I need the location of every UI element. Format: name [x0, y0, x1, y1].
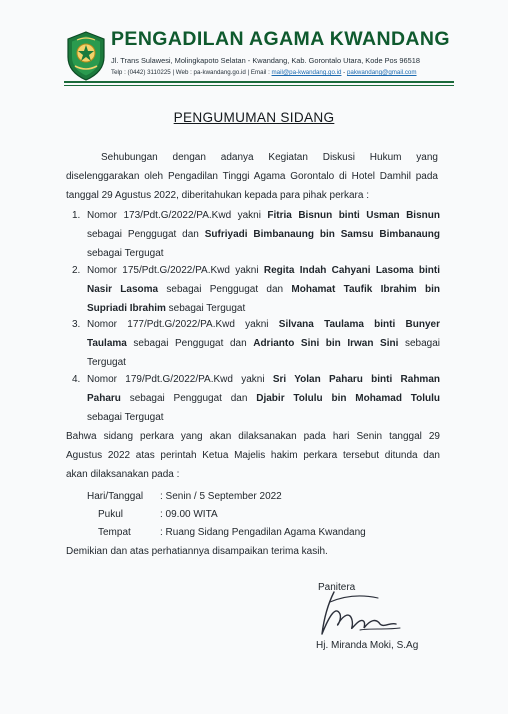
case-1-number: 1.: [72, 210, 81, 221]
document-title: PENGUMUMAN SIDANG: [173, 110, 335, 125]
case-3-number: 3.: [72, 319, 81, 330]
intro-line-2: diselenggarakan oleh Pengadilan Tinggi Agama Gorontalo di Hotel Damhil pada: [66, 171, 438, 182]
signatory-name: Hj. Miranda Moki, S.Ag: [316, 640, 419, 651]
case-2-defendant: Mohamat Taufik Ibrahim bin: [291, 284, 440, 295]
case-4-line-2: Paharu sebagai Penggugat dan Djabir Tolulu bin Mohamad Tolulu: [87, 393, 440, 404]
intro-line-3: tanggal 29 Agustus 2022, diberitahukan kepada para pihak perkara :: [66, 190, 369, 201]
notice-line-1: Bahwa sidang perkara yang akan dilaksanakan pada hari Senin tanggal 29: [66, 431, 440, 442]
case-1-defendant: Sufriyadi Bimbanaung bin Samsu Bimbanaung: [204, 229, 440, 240]
org-contact: [111, 69, 417, 76]
schedule-time-value: : 09.00 WITA: [160, 509, 218, 520]
case-3-line-3: Tergugat: [87, 357, 126, 368]
case-3-defendant: Adrianto Sini bin Irwan Sini: [253, 338, 399, 349]
case-2-line-1: 2. Nomor 175/Pdt.G/2022/PA.Kwd yakni Regita Indah Cahyani Lasoma binti: [87, 261, 440, 280]
court-emblem-icon: [66, 31, 106, 81]
schedule-day-value: : Senin / 5 September 2022: [160, 491, 282, 502]
schedule-place-label: Tempat: [98, 527, 131, 538]
case-3-line-1: 3. Nomor 177/Pdt.G/2022/PA.Kwd yakni Silvana Taulama binti Bunyer: [87, 315, 440, 334]
case-1-line-2: sebagai Penggugat dan Sufriyadi Bimbanaung bin Samsu Bimbanaung: [87, 229, 440, 240]
email-link-1[interactable]: mail@pa-kwandang.go.id: [271, 69, 342, 76]
schedule-time-label: Pukul: [98, 509, 124, 520]
email-separator: -: [341, 69, 347, 76]
case-2-line-2: Nasir Lasoma sebagai Penggugat dan Mohamat Taufik Ibrahim bin: [87, 284, 440, 295]
case-2-line-3: Supriadi Ibrahim sebagai Tergugat: [87, 303, 246, 314]
case-2-plaintiff: Regita Indah Cahyani Lasoma binti: [263, 265, 440, 276]
letterhead-rule-thin: [64, 85, 454, 86]
schedule-day-label: Hari/Tanggal: [87, 491, 144, 502]
case-1-plaintiff: Fitria Bisnun binti Usman Bisnun: [267, 210, 440, 221]
schedule-place-value: : Ruang Sidang Pengadilan Agama Kwandang: [160, 527, 366, 538]
letterhead-rule-thick: [64, 81, 454, 83]
case-1-line-1: 1. Nomor 173/Pdt.G/2022/PA.Kwd yakni Fitria Bisnun binti Usman Bisnun: [87, 206, 440, 225]
case-4-number: 4.: [72, 374, 81, 385]
case-1-line-3: sebagai Tergugat: [87, 248, 164, 259]
case-4-defendant: Djabir Tolulu bin Mohamad Tolulu: [256, 393, 440, 404]
signature-title: Panitera: [318, 582, 356, 593]
email-link-2[interactable]: pakwandang@gmail.com: [346, 69, 417, 76]
notice-line-3: akan dilaksanakan pada :: [66, 469, 180, 480]
org-name: PENGADILAN AGAMA KWANDANG: [111, 28, 450, 50]
case-4-line-1: 4. Nomor 179/Pdt.G/2022/PA.Kwd yakni Sri Yolan Paharu binti Rahman: [87, 370, 440, 389]
org-address: Jl. Trans Sulawesi, Molingkapoto Selatan - Kwandang, Kab. Gorontalo Utara, Kode Pos 96518: [111, 56, 420, 65]
contact-phone-web: Telp : (0442) 3110225 | Web : pa-kwandang.go.id | Email :: [111, 69, 272, 76]
closing-statement: Demikian dan atas perhatiannya disampaikan terima kasih.: [66, 546, 328, 557]
case-3-line-2: Taulama sebagai Penggugat dan Adrianto Sini bin Irwan Sini sebagai: [87, 338, 440, 349]
case-4-plaintiff: Sri Yolan Paharu binti Rahman: [272, 374, 440, 385]
notice-line-2: Agustus 2022 atas perintah Ketua Majelis hakim perkara tersebut ditunda dan: [66, 450, 440, 461]
handwritten-signature: [300, 584, 410, 646]
case-2-number: 2.: [72, 265, 81, 276]
letterhead: [0, 0, 508, 96]
intro-line-1: Sehubungan dengan adanya Kegiatan Diskusi Hukum yang: [101, 152, 438, 163]
case-4-line-3: sebagai Tergugat: [87, 412, 164, 423]
case-3-plaintiff: Silvana Taulama binti Bunyer: [278, 319, 440, 330]
